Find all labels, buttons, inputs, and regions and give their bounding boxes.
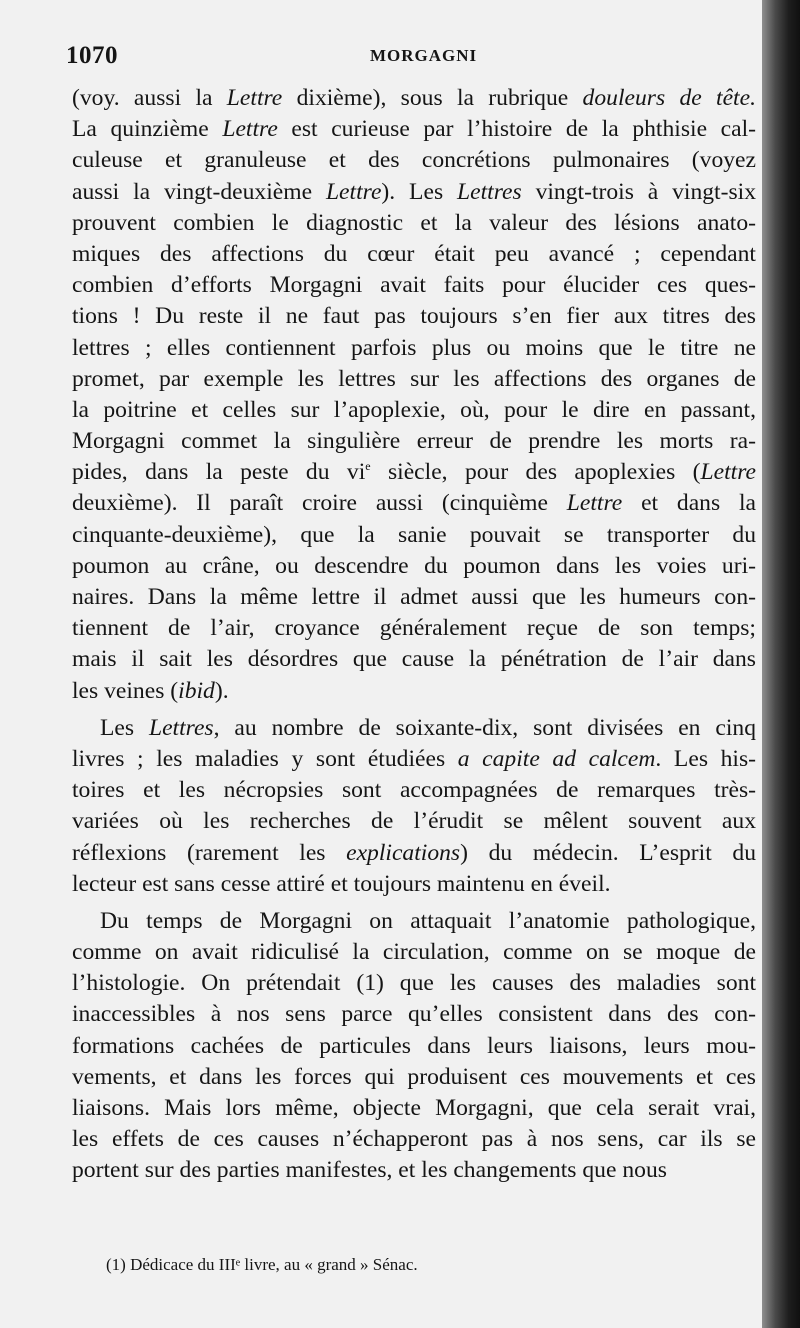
paragraph xyxy=(72,713,756,900)
paragraph xyxy=(72,83,756,707)
body-text xyxy=(72,83,756,1187)
text-line: les effets de ces causes n’échapperont pas à nos sens, car ils se xyxy=(72,1126,756,1153)
text-line: portent sur des parties manifestes, et les changements que nous xyxy=(72,1157,667,1184)
text-line: (voy. aussi la Lettre dixième), sous la rubrique douleurs de tête. xyxy=(72,85,756,111)
text-line: cinquante-deuxième), que la sanie pouvait se transporter du xyxy=(72,521,756,548)
text-line: livres ; les maladies y sont étudiées a capite ad calcem. Les his- xyxy=(72,745,756,772)
text-line: tiennent de l’air, croyance généralement reçue de son temps; xyxy=(72,615,756,642)
text-line: miques des affections du cœur était peu avancé ; cependant xyxy=(72,240,756,267)
running-head: MORGAGNI xyxy=(370,46,478,65)
text-line: La quinzième Lettre est curieuse par l’histoire de la phthisie cal- xyxy=(72,116,756,143)
text-line: poumon au crâne, ou descendre du poumon dans les voies uri- xyxy=(72,552,756,579)
text-line: culeuse et granuleuse et des concrétions pulmonaires (voyez xyxy=(72,147,756,174)
text-line: la poitrine et celles sur l’apoplexie, où, pour le dire en passant, xyxy=(72,396,756,423)
paragraph xyxy=(72,906,756,1187)
text-line: pides, dans la peste du $vi^e$ siècle, pour des apoplexies (Lettre xyxy=(72,459,756,486)
book-gutter xyxy=(762,0,800,1328)
page-number: 1070 xyxy=(66,42,118,69)
text-line: lettres ; elles contiennent parfois plus ou moins que le titre ne xyxy=(72,334,756,361)
text-line: liaisons. Mais lors même, objecte Morgagni, que cela serait vrai, xyxy=(72,1095,756,1121)
text-line: mais il sait les désordres que cause la pénétration de l’air dans xyxy=(72,646,756,673)
text-line: toires et les nécropsies sont accompagnées de remarques très- xyxy=(72,777,756,804)
text-line: combien d’efforts Morgagni avait faits pour élucider ces ques- xyxy=(72,272,756,299)
text-line: aussi la vingt-deuxième Lettre). Les Lettres vingt-trois à vingt-six xyxy=(72,178,756,205)
text-line: variées où les recherches de l’érudit se mêlent souvent aux xyxy=(72,808,756,835)
text-line: Les Lettres, au nombre de soixante-dix, sont divisées en cinq xyxy=(100,714,756,741)
text-line: lecteur est sans cesse attiré et toujours maintenu en éveil. xyxy=(72,870,611,897)
text-line: inaccessibles à nos sens parce qu’elles consistent dans des con- xyxy=(72,1001,756,1028)
text-line: naires. Dans la même lettre il admet aussi que les humeurs con- xyxy=(72,584,756,610)
text-line: Morgagni commet la singulière erreur de prendre les morts ra- xyxy=(72,428,756,455)
text-line: prouvent combien le diagnostic et la valeur des lésions anato- xyxy=(72,209,756,236)
text-line: comme on avait ridiculisé la circulation, comme on se moque de xyxy=(72,939,756,966)
text-line: vements, et dans les forces qui produisent ces mouvements et ces xyxy=(72,1063,756,1090)
footnote: (1) Dédicace du IIIᵉ livre, au « grand » Sénac. xyxy=(106,1255,418,1274)
text-line: formations cachées de particules dans leurs liaisons, leurs mou- xyxy=(72,1032,756,1059)
text-line: deuxième). Il paraît croire aussi (cinquième Lettre et dans la xyxy=(72,490,756,517)
page-header xyxy=(66,42,756,76)
text-line: l’histologie. On prétendait (1) que les causes des maladies sont xyxy=(72,970,756,997)
text-line: tions ! Du reste il ne faut pas toujours s’en fier aux titres des xyxy=(72,303,756,330)
text-line: les veines (ibid). xyxy=(72,677,229,704)
text-line: réflexions (rarement les explications) du médecin. L’esprit du xyxy=(72,839,756,866)
text-line: Du temps de Morgagni on attaquait l’anatomie pathologique, xyxy=(100,907,756,934)
text-line: promet, par exemple les lettres sur les affections des organes de xyxy=(72,365,756,392)
